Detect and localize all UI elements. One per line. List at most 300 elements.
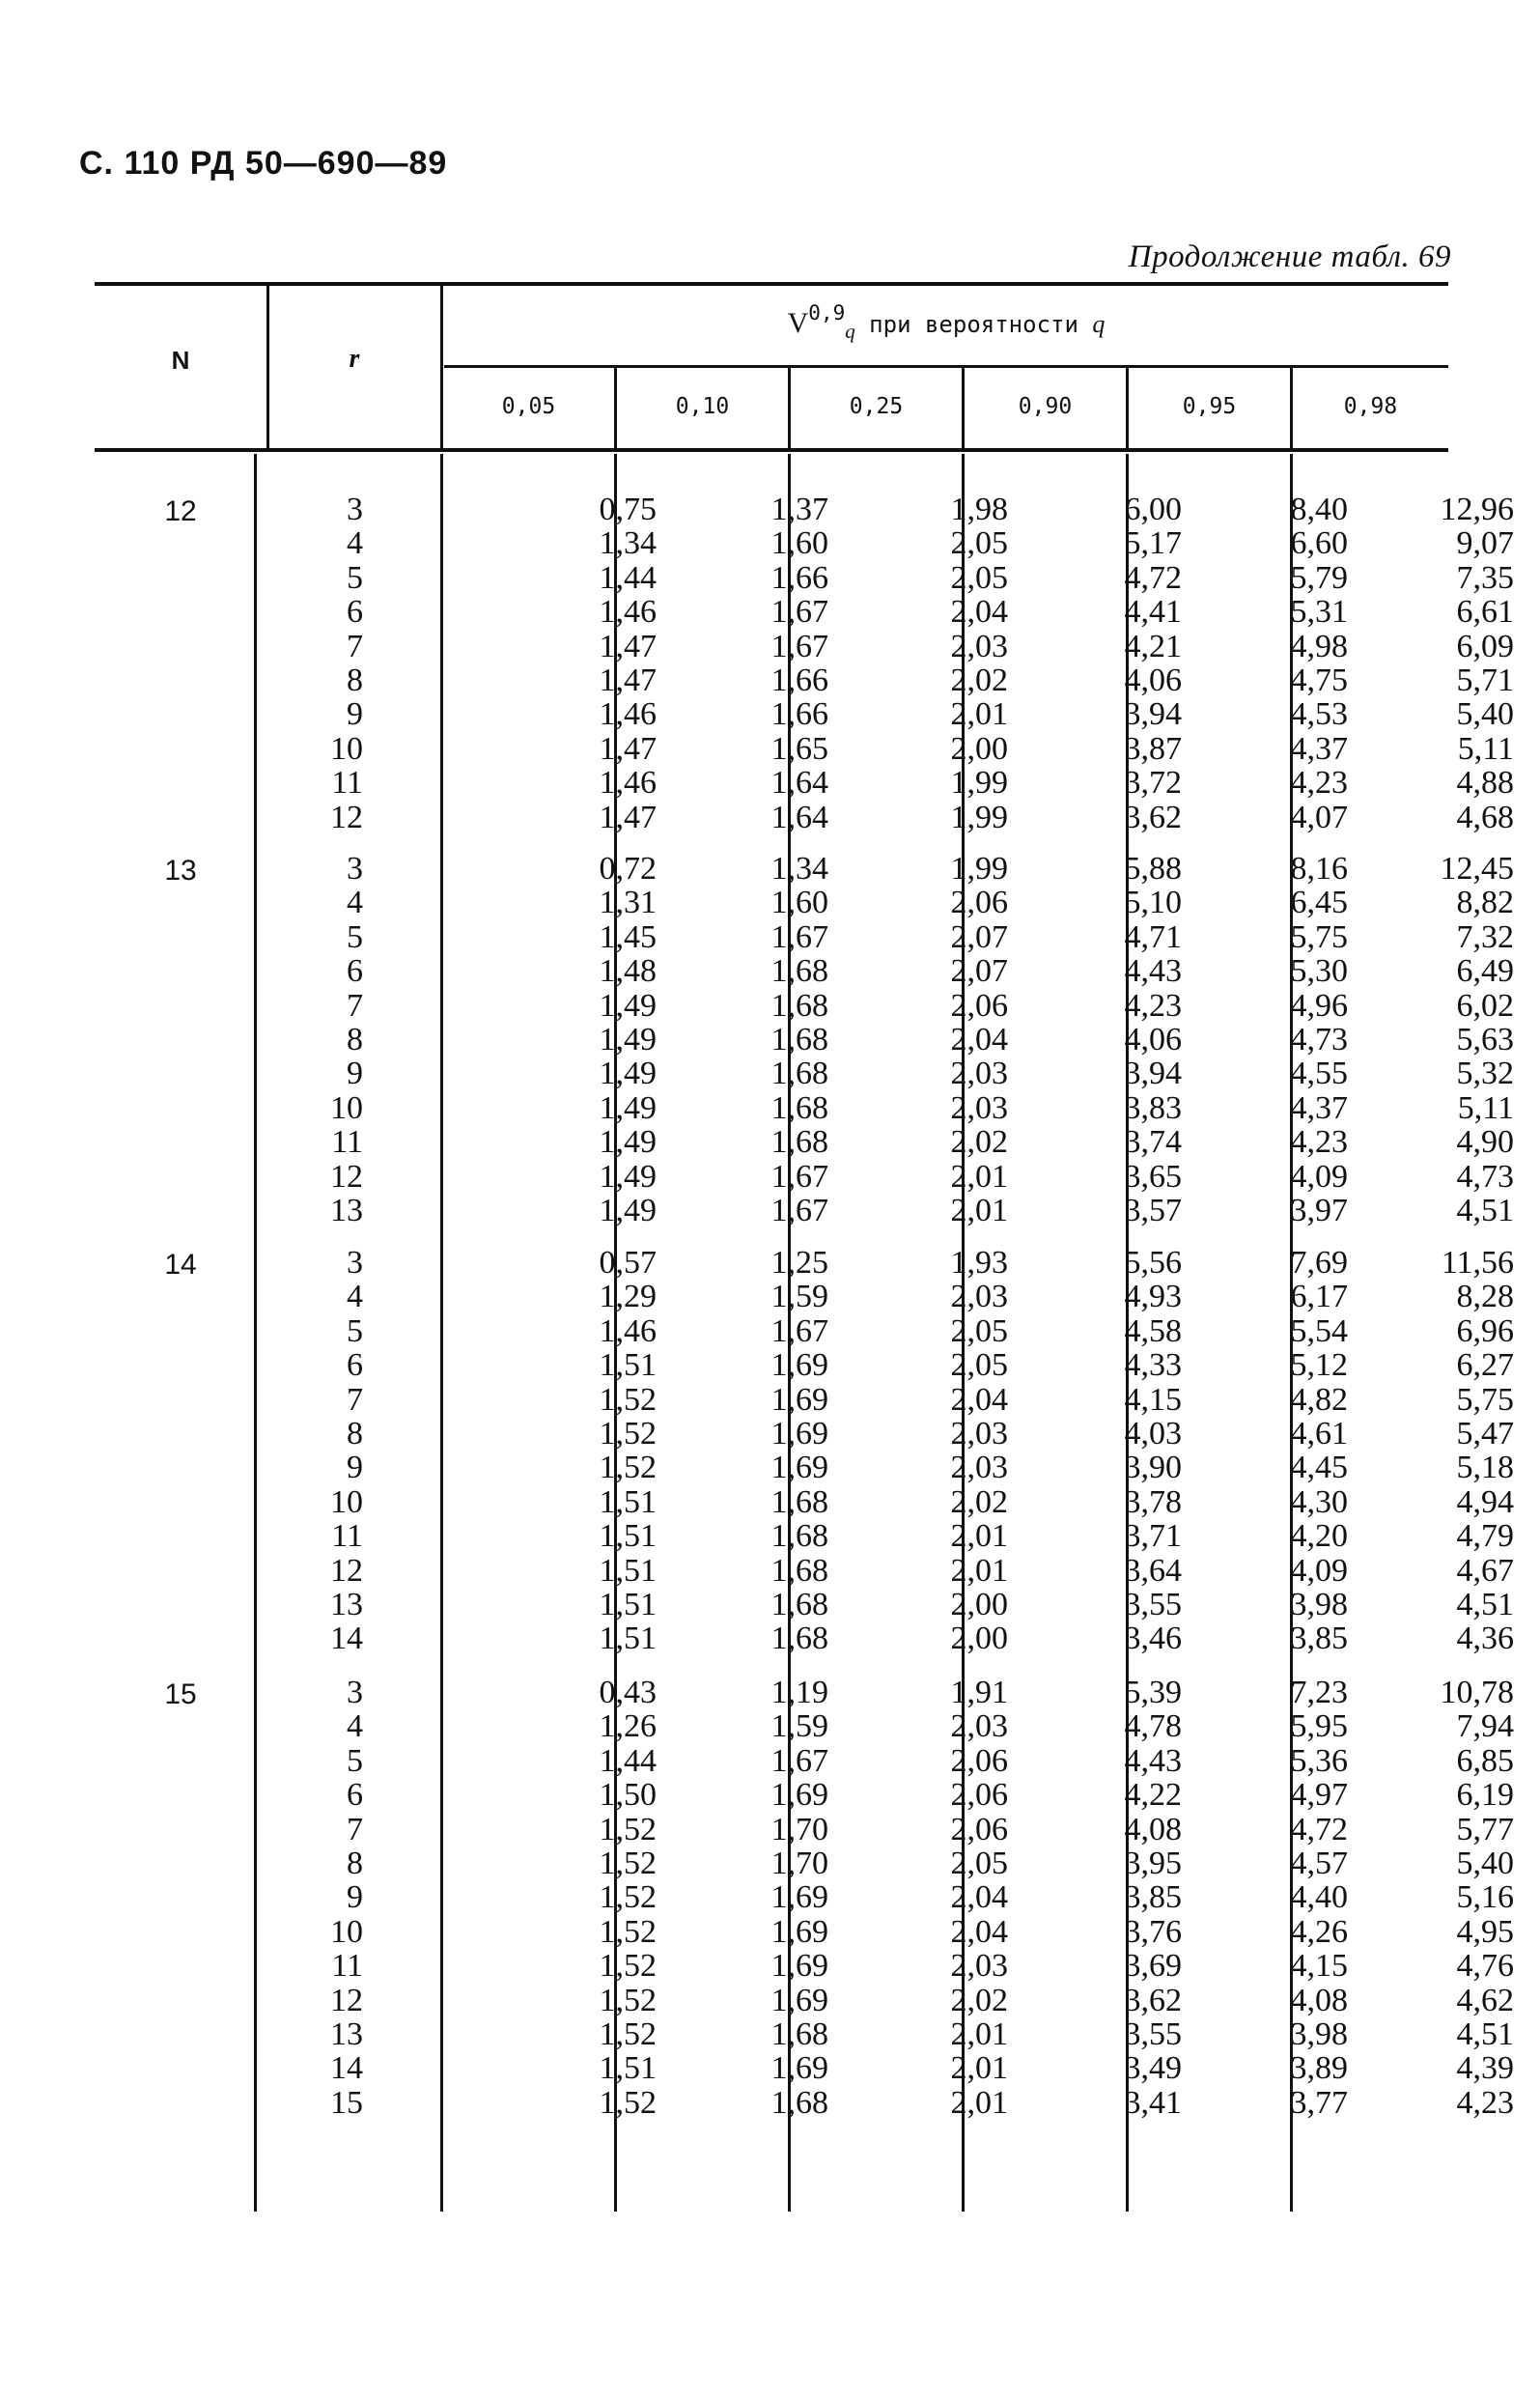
table-cell: 2,04	[950, 1022, 1008, 1057]
table-cell: 1,51	[599, 1621, 657, 1657]
block-n-value: 13	[164, 855, 197, 887]
block-n-value: 14	[164, 1249, 197, 1281]
table-cell: 1,52	[599, 2084, 657, 2121]
table-cell: 6,49	[1456, 953, 1514, 990]
table-cell: 1,69	[770, 1777, 828, 1814]
table-cell: 1,99	[950, 765, 1008, 802]
table-cell: 1,49	[599, 1124, 657, 1161]
table-cell: 7,94	[1456, 1708, 1514, 1745]
table-cell: 2,03	[950, 1450, 1008, 1486]
table-cell: 1,67	[770, 594, 828, 631]
table-cell: 2,04	[950, 1913, 1008, 1950]
r-value: 4	[347, 1708, 363, 1745]
table-cell: 6,17	[1290, 1279, 1348, 1315]
table-cell: 5,30	[1290, 953, 1348, 990]
table-cell: 8,16	[1290, 851, 1348, 887]
table-cell: 5,36	[1290, 1742, 1348, 1779]
table-cell: 4,37	[1290, 1089, 1348, 1126]
r-value: 9	[347, 696, 363, 733]
r-value: 5	[347, 1742, 363, 1779]
table-cell: 1,69	[770, 1879, 828, 1916]
table-cell: 1,46	[599, 765, 657, 802]
r-value: 13	[330, 1193, 363, 1228]
table-cell: 1,51	[599, 2050, 657, 2087]
table-cell: 3,77	[1290, 2084, 1348, 2121]
table-cell: 1,49	[599, 1193, 657, 1228]
table-cell: 1,44	[599, 1742, 657, 1779]
table-cell: 1,45	[599, 918, 657, 955]
table-cell: 1,67	[770, 628, 828, 664]
table-cell: 1,37	[770, 492, 828, 527]
table-cell: 0,72	[599, 851, 657, 887]
table-cell: 4,93	[1124, 1279, 1182, 1315]
r-value: 11	[331, 1518, 363, 1555]
block-n-value: 12	[164, 495, 197, 527]
r-value: 10	[330, 1089, 363, 1126]
table-cell: 4,23	[1290, 1124, 1348, 1161]
table-cell: 1,66	[770, 662, 828, 698]
table-cell: 1,52	[599, 1811, 657, 1847]
table-cell: 4,78	[1124, 1708, 1182, 1745]
r-value: 8	[347, 1416, 363, 1452]
table-cell: 5,75	[1290, 918, 1348, 955]
q-header-0-98: 0,98	[1343, 394, 1398, 419]
r-value: 13	[330, 2016, 363, 2052]
table-cell: 1,68	[770, 2084, 828, 2121]
table-continuation-caption: Продолжение табл. 69	[1128, 240, 1451, 274]
table-cell: 1,67	[770, 1158, 828, 1195]
data-table	[95, 282, 1514, 2213]
table-cell: 1,49	[599, 987, 657, 1024]
table-cell: 4,21	[1124, 628, 1182, 664]
table-cell: 1,51	[599, 1587, 657, 1622]
table-cell: 1,46	[599, 1312, 657, 1349]
table-cell: 5,40	[1456, 1846, 1514, 1881]
r-value: 8	[347, 1846, 363, 1881]
table-cell: 4,95	[1456, 1913, 1514, 1950]
table-cell: 1,68	[770, 1518, 828, 1555]
table-cell: 1,52	[599, 1416, 657, 1452]
table-cell: 4,94	[1456, 1483, 1514, 1520]
table-cell: 7,69	[1290, 1245, 1348, 1281]
block-n-value: 15	[164, 1678, 197, 1710]
table-cell: 5,79	[1290, 559, 1348, 596]
table-cell: 4,23	[1290, 765, 1348, 802]
table-cell: 1,68	[770, 1483, 828, 1520]
table-cell: 1,93	[950, 1245, 1008, 1281]
table-cell: 4,72	[1124, 559, 1182, 596]
table-cell: 1,69	[770, 1948, 828, 1985]
r-value: 3	[347, 851, 363, 887]
table-cell: 4,30	[1290, 1483, 1348, 1520]
table-cell: 5,56	[1124, 1245, 1182, 1281]
table-cell: 4,23	[1124, 987, 1182, 1024]
table-cell: 4,62	[1456, 1982, 1514, 2018]
table-cell: 5,88	[1124, 851, 1182, 887]
r-value: 7	[347, 1381, 363, 1418]
table-cell: 1,52	[599, 1381, 657, 1418]
table-cell: 2,03	[950, 1416, 1008, 1452]
table-cell: 12,45	[1440, 851, 1514, 887]
table-cell: 2,04	[950, 1879, 1008, 1916]
table-cell: 8,82	[1456, 885, 1514, 921]
table-cell: 0,43	[599, 1675, 657, 1710]
table-cell: 4,76	[1456, 1948, 1514, 1985]
table-cell: 8,40	[1290, 492, 1348, 527]
table-cell: 2,01	[950, 1193, 1008, 1228]
table-cell: 1,66	[770, 696, 828, 733]
table-cell: 4,90	[1456, 1124, 1514, 1161]
table-cell: 6,00	[1124, 492, 1182, 527]
table-cell: 1,47	[599, 730, 657, 767]
r-value: 5	[347, 1312, 363, 1349]
table-cell: 2,02	[950, 1982, 1008, 2018]
table-cell: 1,52	[599, 1450, 657, 1486]
table-cell: 3,64	[1124, 1552, 1182, 1589]
table-cell: 4,15	[1124, 1381, 1182, 1418]
table-cell: 1,98	[950, 492, 1008, 527]
table-cell: 1,66	[770, 559, 828, 596]
column-header-r: r	[349, 344, 360, 374]
table-cell: 2,03	[950, 1948, 1008, 1985]
table-cell: 4,07	[1290, 799, 1348, 835]
table-cell: 6,85	[1456, 1742, 1514, 1779]
table-cell: 1,52	[599, 1948, 657, 1985]
table-cell: 1,68	[770, 1124, 828, 1161]
r-value: 9	[347, 1056, 363, 1092]
table-cell: 1,68	[770, 2016, 828, 2052]
table-cell: 4,37	[1290, 730, 1348, 767]
table-cell: 3,62	[1124, 799, 1182, 835]
table-cell: 1,47	[599, 799, 657, 835]
table-cell: 4,06	[1124, 662, 1182, 698]
table-cell: 1,69	[770, 1416, 828, 1452]
table-cell: 4,22	[1124, 1777, 1182, 1814]
table-cell: 2,03	[950, 1056, 1008, 1092]
table-cell: 3,85	[1124, 1879, 1182, 1916]
table-cell: 1,26	[599, 1708, 657, 1745]
r-value: 6	[347, 953, 363, 990]
table-cell: 2,01	[950, 1552, 1008, 1589]
table-cell: 1,46	[599, 594, 657, 631]
r-value: 4	[347, 885, 363, 921]
table-cell: 4,43	[1124, 953, 1182, 990]
table-cell: 2,03	[950, 1089, 1008, 1126]
table-cell: 2,06	[950, 1811, 1008, 1847]
table-cell: 4,08	[1290, 1982, 1348, 2018]
table-cell: 3,94	[1124, 1056, 1182, 1092]
table-cell: 3,90	[1124, 1450, 1182, 1486]
table-cell: 1,99	[950, 851, 1008, 887]
r-value: 6	[347, 594, 363, 631]
table-cell: 3,89	[1290, 2050, 1348, 2087]
table-cell: 9,07	[1456, 525, 1514, 562]
table-cell: 1,52	[599, 2016, 657, 2052]
r-value: 8	[347, 1022, 363, 1057]
table-cell: 1,52	[599, 1879, 657, 1916]
table-cell: 12,96	[1440, 492, 1514, 527]
r-value: 5	[347, 559, 363, 596]
table-cell: 1,60	[770, 525, 828, 562]
table-cell: 2,05	[950, 1312, 1008, 1349]
table-cell: 1,49	[599, 1022, 657, 1057]
table-cell: 5,11	[1457, 1089, 1514, 1126]
table-cell: 1,64	[770, 799, 828, 835]
r-value: 7	[347, 1811, 363, 1847]
table-cell: 6,60	[1290, 525, 1348, 562]
table-cell: 4,58	[1124, 1312, 1182, 1349]
r-value: 14	[330, 1621, 363, 1657]
r-value: 8	[347, 662, 363, 698]
r-value: 14	[330, 2050, 363, 2087]
table-cell: 5,12	[1290, 1347, 1348, 1384]
r-value: 9	[347, 1450, 363, 1486]
table-cell: 5,32	[1456, 1056, 1514, 1092]
table-cell: 2,05	[950, 1846, 1008, 1881]
table-cell: 4,20	[1290, 1518, 1348, 1555]
table-cell: 5,18	[1456, 1450, 1514, 1486]
table-cell: 3,78	[1124, 1483, 1182, 1520]
table-cell: 3,57	[1124, 1193, 1182, 1228]
table-cell: 1,68	[770, 1552, 828, 1589]
table-cell: 1,52	[599, 1846, 657, 1881]
table-cell: 5,63	[1456, 1022, 1514, 1057]
q-header-0-25: 0,25	[849, 394, 904, 419]
table-cell: 1,51	[599, 1552, 657, 1589]
table-cell: 1,34	[599, 525, 657, 562]
r-value: 11	[331, 765, 363, 802]
table-cell: 4,72	[1290, 1811, 1348, 1847]
table-cell: 2,02	[950, 1124, 1008, 1161]
table-cell: 0,57	[599, 1245, 657, 1281]
table-cell: 1,50	[599, 1777, 657, 1814]
table-cell: 7,35	[1456, 559, 1514, 596]
table-cell: 1,48	[599, 953, 657, 990]
table-cell: 1,91	[950, 1675, 1008, 1710]
table-cell: 5,54	[1290, 1312, 1348, 1349]
table-cell: 6,09	[1456, 628, 1514, 664]
table-cell: 1,67	[770, 1312, 828, 1349]
table-cell: 6,45	[1290, 885, 1348, 921]
r-value: 4	[347, 525, 363, 562]
table-cell: 4,96	[1290, 987, 1348, 1024]
table-cell: 3,72	[1124, 765, 1182, 802]
table-cell: 5,17	[1124, 525, 1182, 562]
table-cell: 2,01	[950, 2050, 1008, 2087]
table-cell: 1,52	[599, 1913, 657, 1950]
table-cell: 2,06	[950, 1777, 1008, 1814]
table-cell: 3,98	[1290, 2016, 1348, 2052]
table-cell: 4,53	[1290, 696, 1348, 733]
table-cell: 1,68	[770, 1587, 828, 1622]
table-cell: 1,49	[599, 1158, 657, 1195]
r-value: 4	[347, 1279, 363, 1315]
table-cell: 1,68	[770, 953, 828, 990]
table-cell: 1,99	[950, 799, 1008, 835]
table-cell: 3,55	[1124, 2016, 1182, 2052]
table-cell: 1,31	[599, 885, 657, 921]
table-cell: 2,02	[950, 1483, 1008, 1520]
table-cell: 1,52	[599, 1982, 657, 2018]
table-cell: 1,69	[770, 1982, 828, 2018]
body-divider-n-r	[254, 454, 257, 2212]
table-cell: 2,01	[950, 1518, 1008, 1555]
r-value: 5	[347, 918, 363, 955]
table-cell: 4,88	[1456, 765, 1514, 802]
table-cell: 5,40	[1456, 696, 1514, 733]
table-cell: 1,70	[770, 1846, 828, 1881]
table-cell: 4,26	[1290, 1913, 1348, 1950]
table-cell: 4,36	[1456, 1621, 1514, 1657]
header-bottom-rule	[95, 448, 1448, 452]
r-value: 11	[331, 1948, 363, 1985]
table-cell: 2,05	[950, 525, 1008, 562]
v-subscript: q	[845, 319, 855, 343]
table-cell: 4,67	[1456, 1552, 1514, 1589]
table-cell: 1,67	[770, 1742, 828, 1779]
table-cell: 2,03	[950, 1708, 1008, 1745]
table-cell: 6,27	[1456, 1347, 1514, 1384]
table-cell: 3,85	[1290, 1621, 1348, 1657]
table-cell: 1,44	[599, 559, 657, 596]
table-cell: 1,59	[770, 1279, 828, 1315]
table-cell: 3,98	[1290, 1587, 1348, 1622]
table-cell: 4,09	[1290, 1158, 1348, 1195]
table-cell: 1,51	[599, 1518, 657, 1555]
r-value: 7	[347, 628, 363, 664]
table-cell: 4,73	[1456, 1158, 1514, 1195]
table-cell: 5,95	[1290, 1708, 1348, 1745]
table-cell: 1,68	[770, 1621, 828, 1657]
table-cell: 3,76	[1124, 1913, 1182, 1950]
q-header-0-90: 0,90	[1018, 394, 1073, 419]
r-value: 10	[330, 1483, 363, 1520]
r-value: 7	[347, 987, 363, 1024]
table-cell: 4,82	[1290, 1381, 1348, 1418]
table-cell: 1,70	[770, 1811, 828, 1847]
table-cell: 4,51	[1456, 1193, 1514, 1228]
table-cell: 4,39	[1456, 2050, 1514, 2087]
table-cell: 11,56	[1441, 1245, 1514, 1281]
table-cell: 2,00	[950, 730, 1008, 767]
table-cell: 8,28	[1456, 1279, 1514, 1315]
table-cell: 4,08	[1124, 1811, 1182, 1847]
table-cell: 5,71	[1456, 662, 1514, 698]
table-cell: 3,95	[1124, 1846, 1182, 1881]
r-value: 12	[330, 1552, 363, 1589]
table-cell: 6,02	[1456, 987, 1514, 1024]
r-value: 15	[330, 2084, 363, 2121]
r-value: 12	[330, 1158, 363, 1195]
table-cell: 4,45	[1290, 1450, 1348, 1486]
table-cell: 3,55	[1124, 1587, 1182, 1622]
table-cell: 3,41	[1124, 2084, 1182, 2121]
table-cell: 4,23	[1456, 2084, 1514, 2121]
table-cell: 1,51	[599, 1347, 657, 1384]
table-cell: 7,32	[1456, 918, 1514, 955]
table-cell: 1,65	[770, 730, 828, 767]
table-cell: 1,34	[770, 851, 828, 887]
table-cell: 6,96	[1456, 1312, 1514, 1349]
r-value: 12	[330, 1982, 363, 2018]
table-cell: 4,41	[1124, 594, 1182, 631]
table-cell: 4,43	[1124, 1742, 1182, 1779]
table-cell: 1,49	[599, 1056, 657, 1092]
table-cell: 2,03	[950, 1279, 1008, 1315]
table-cell: 7,23	[1290, 1675, 1348, 1710]
table-cell: 3,62	[1124, 1982, 1182, 2018]
table-cell: 1,64	[770, 765, 828, 802]
table-cell: 6,19	[1456, 1777, 1514, 1814]
table-cell: 4,68	[1456, 799, 1514, 835]
table-cell: 4,51	[1456, 1587, 1514, 1622]
r-value: 9	[347, 1879, 363, 1916]
table-cell: 5,77	[1456, 1811, 1514, 1847]
table-cell: 4,98	[1290, 628, 1348, 664]
table-cell: 1,69	[770, 1450, 828, 1486]
table-cell: 1,68	[770, 1056, 828, 1092]
table-cell: 2,01	[950, 2016, 1008, 2052]
table-cell: 4,79	[1456, 1518, 1514, 1555]
table-cell: 4,97	[1290, 1777, 1348, 1814]
table-cell: 1,67	[770, 918, 828, 955]
table-cell: 1,69	[770, 1347, 828, 1384]
table-cell: 2,04	[950, 594, 1008, 631]
table-cell: 2,00	[950, 1621, 1008, 1657]
r-value: 10	[330, 1913, 363, 1950]
r-value: 6	[347, 1777, 363, 1814]
table-cell: 5,11	[1457, 730, 1514, 767]
table-cell: 2,07	[950, 953, 1008, 990]
table-cell: 5,31	[1290, 594, 1348, 631]
table-cell: 2,07	[950, 918, 1008, 955]
table-cell: 1,46	[599, 696, 657, 733]
table-cell: 2,02	[950, 662, 1008, 698]
table-cell: 1,67	[770, 1193, 828, 1228]
table-cell: 0,75	[599, 492, 657, 527]
table-cell: 1,68	[770, 1089, 828, 1126]
r-value: 13	[330, 1587, 363, 1622]
table-cell: 1,51	[599, 1483, 657, 1520]
table-cell: 5,47	[1456, 1416, 1514, 1452]
v-superscript: 0,9	[808, 301, 846, 324]
header-divider-r-v	[440, 286, 443, 448]
table-cell: 2,01	[950, 2084, 1008, 2121]
table-cell: 3,49	[1124, 2050, 1182, 2087]
group-header-rule	[444, 365, 1448, 368]
table-cell: 3,71	[1124, 1518, 1182, 1555]
table-cell: 4,61	[1290, 1416, 1348, 1452]
body-divider-r-v	[440, 454, 443, 2212]
table-cell: 1,68	[770, 987, 828, 1024]
r-value: 10	[330, 730, 363, 767]
table-cell: 2,06	[950, 885, 1008, 921]
r-value: 6	[347, 1347, 363, 1384]
table-cell: 4,06	[1124, 1022, 1182, 1057]
table-cell: 1,47	[599, 628, 657, 664]
r-value: 3	[347, 492, 363, 527]
r-value: 12	[330, 799, 363, 835]
table-cell: 2,05	[950, 559, 1008, 596]
table-cell: 1,69	[770, 1913, 828, 1950]
table-top-rule	[95, 282, 1448, 286]
r-value: 11	[331, 1124, 363, 1161]
table-cell: 4,15	[1290, 1948, 1348, 1985]
table-cell: 4,73	[1290, 1022, 1348, 1057]
r-value: 3	[347, 1245, 363, 1281]
table-cell: 6,61	[1456, 594, 1514, 631]
table-cell: 5,75	[1456, 1381, 1514, 1418]
